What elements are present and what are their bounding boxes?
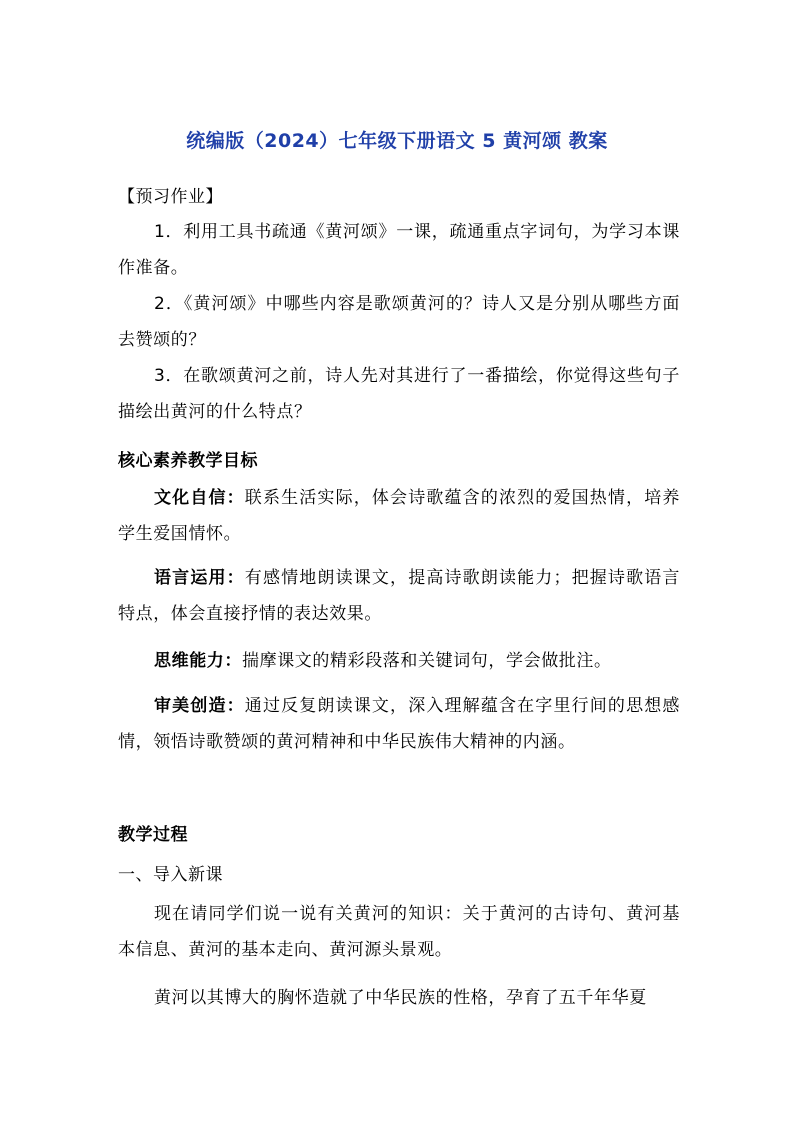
preview-item-1: 1．利用工具书疏通《黄河颂》一课，疏通重点字词句，为学习本课作准备。: [118, 222, 680, 278]
goal-lead: 思维能力：: [154, 651, 242, 671]
goal-lead: 语言运用：: [154, 568, 245, 588]
goal-text: 通过反复朗读课文，深入理解蕴含在字里行间的思想感情，领悟诗歌赞颂的黄河精神和中华民族伟大精神的内涵。: [118, 696, 681, 752]
process-paragraph-1: 现在请同学们说一说有关黄河的知识：关于黄河的古诗句、黄河基本信息、黄河的基本走向、黄河源头景观。: [118, 904, 680, 960]
goal-text: 联系生活实际，体会诗歌蕴含的浓烈的爱国热情，培养学生爱国情怀。: [118, 488, 681, 544]
goal-text: 揣摩课文的精彩段落和关键词句，学会做批注。: [242, 651, 612, 671]
preview-item-3: 3．在歌颂黄河之前，诗人先对其进行了一番描绘，你觉得这些句子描绘出黄河的什么特点？: [118, 366, 680, 422]
preview-item-2: 2．《黄河颂》中哪些内容是歌颂黄河的？诗人又是分别从哪些方面去赞颂的？: [118, 294, 680, 350]
section-intro-heading: 一、导入新课: [118, 865, 223, 885]
goals-heading: 核心素养教学目标: [118, 451, 258, 471]
process-paragraph-2: 黄河以其博大的胸怀造就了中华民族的性格，孕育了五千年华夏: [154, 988, 647, 1008]
process-heading: 教学过程: [118, 825, 188, 845]
goal-lead: 审美创造：: [154, 696, 245, 716]
goal-item-3: [118, 643, 680, 679]
goal-text: 有感情地朗读课文，提高诗歌朗读能力；把握诗歌语言特点，体会直接抒情的表达效果。: [118, 568, 681, 624]
goal-item-4: [118, 688, 680, 760]
preview-heading: 【预习作业】: [118, 187, 223, 207]
goal-lead: 文化自信：: [154, 488, 245, 508]
goal-item-1: [118, 480, 680, 552]
document-title: 统编版（2024）七年级下册语文 5 黄河颂 教案: [186, 130, 608, 152]
goal-item-2: [118, 560, 680, 632]
